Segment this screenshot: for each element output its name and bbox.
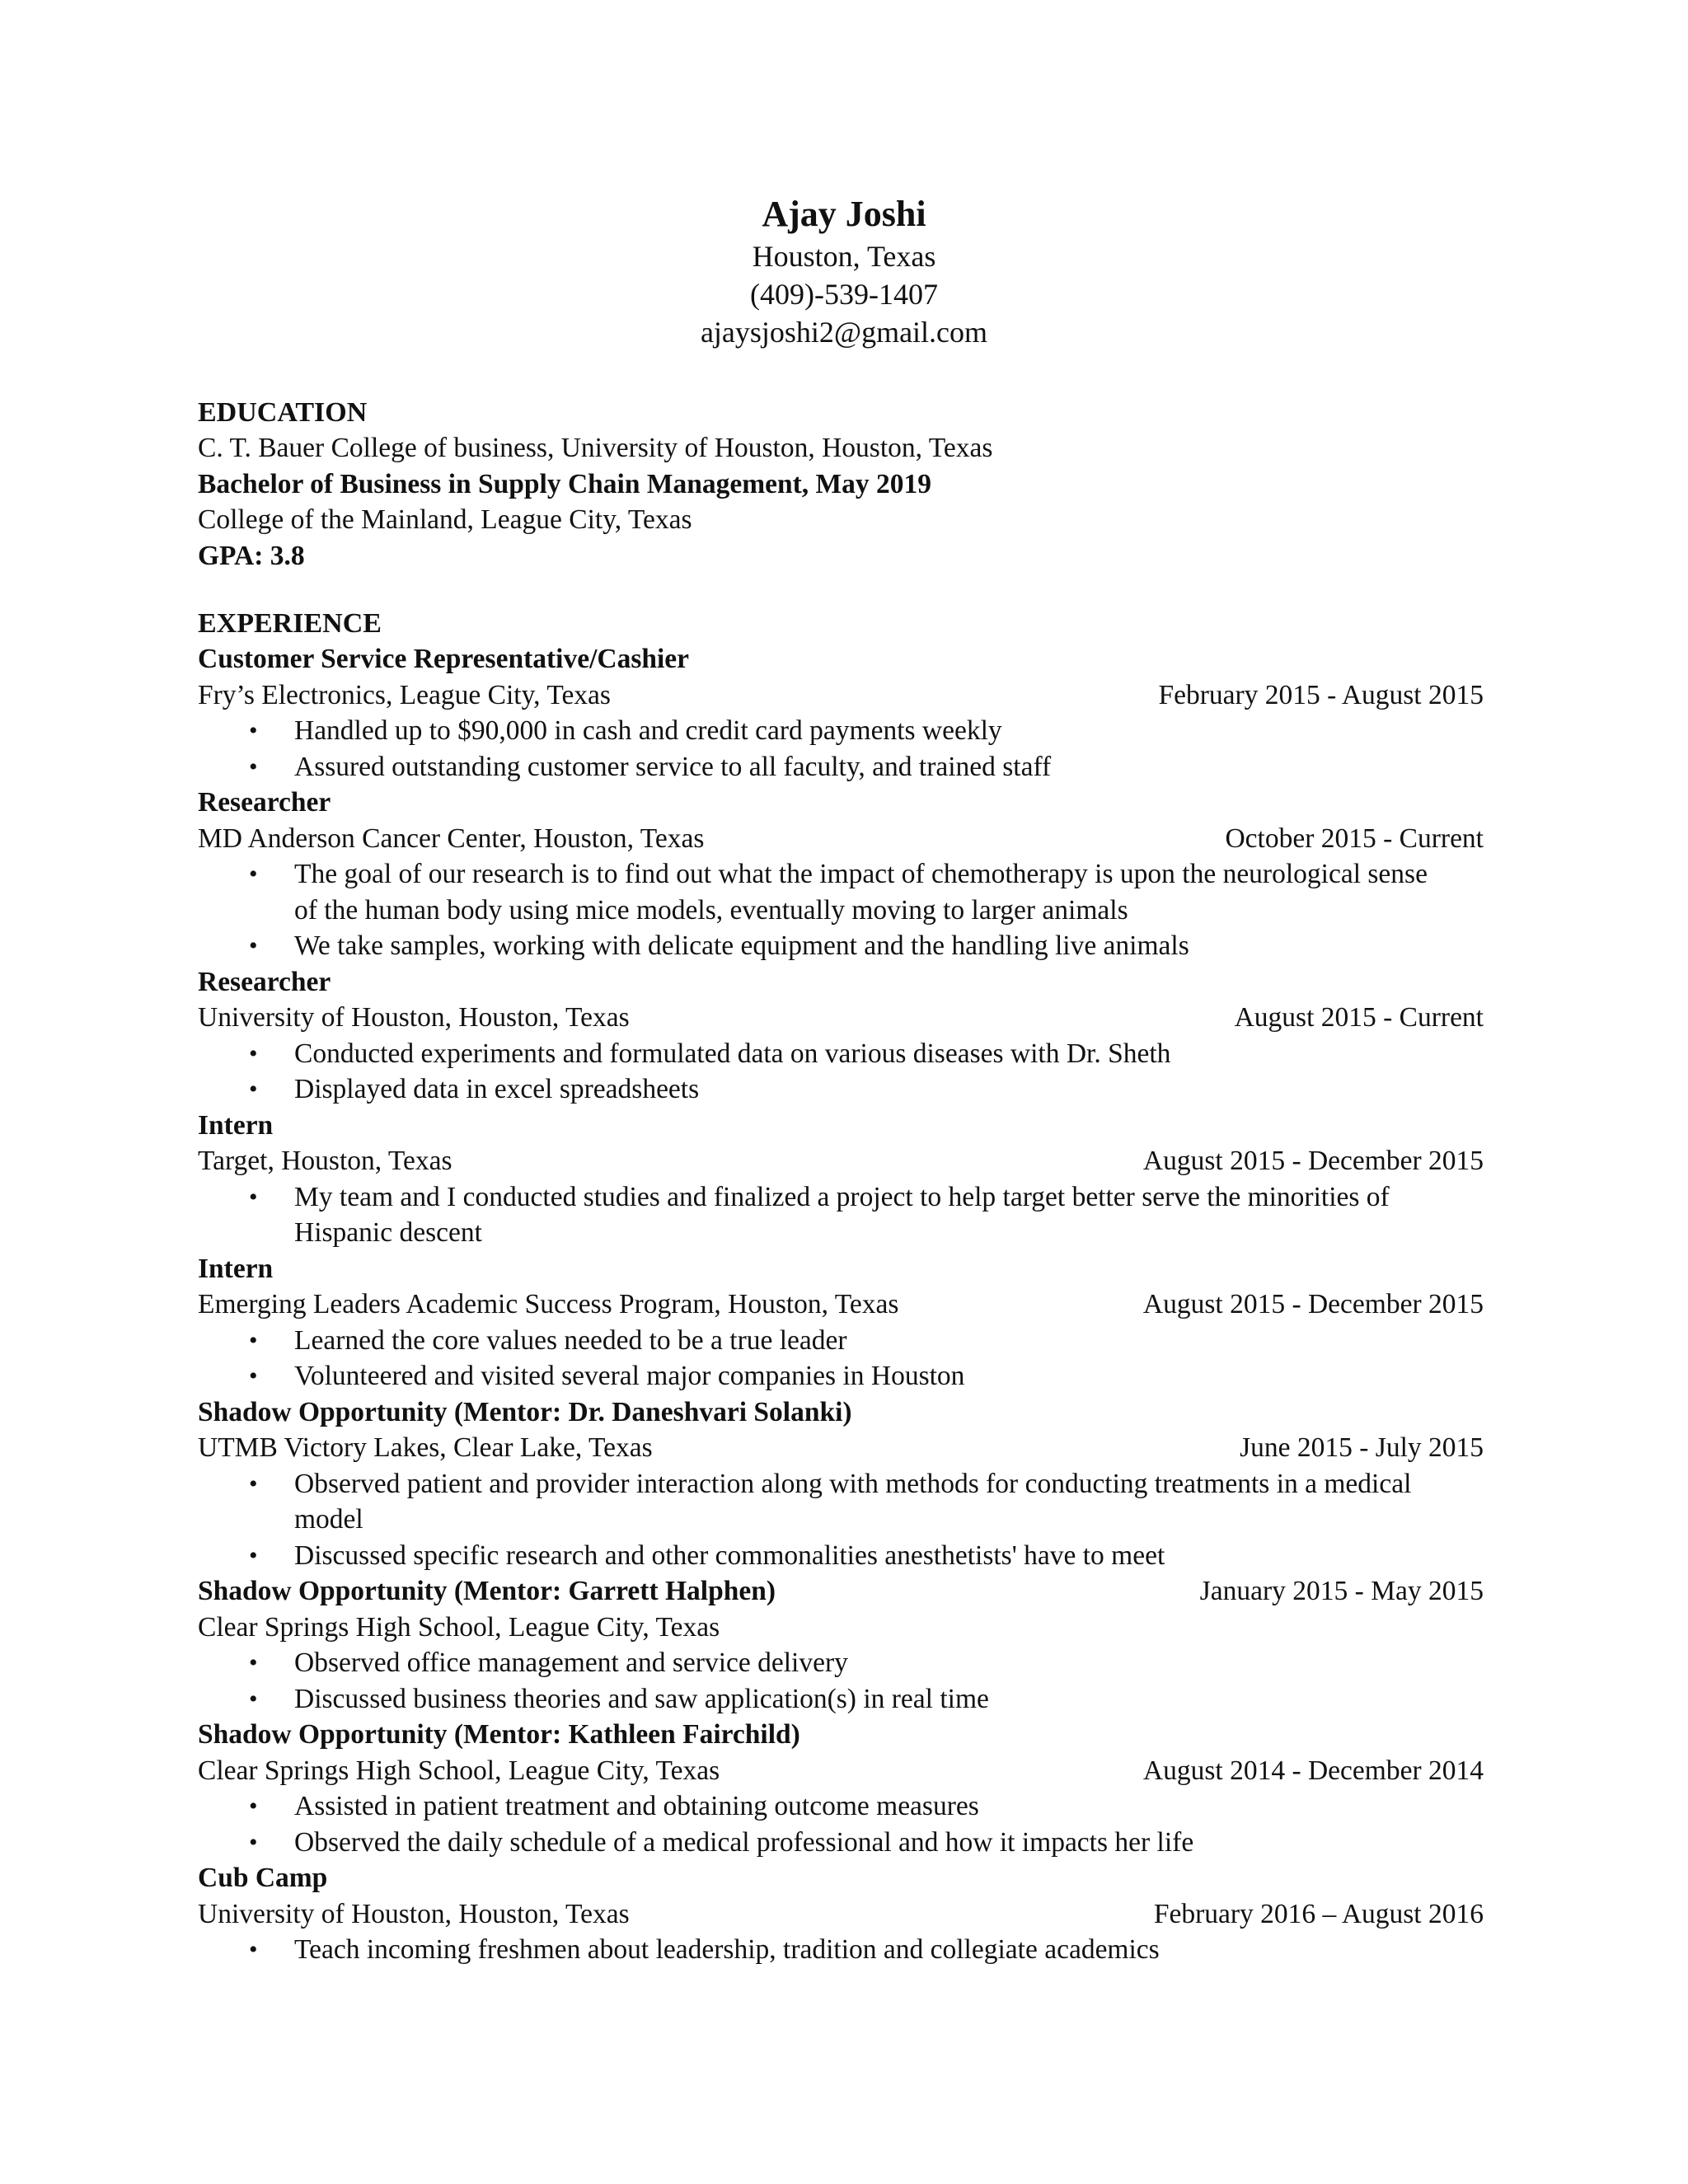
bullet-text: Observed patient and provider interaction along with methods for conducting treatments in a medical model bbox=[294, 1468, 1412, 1535]
education-heading: EDUCATION bbox=[198, 397, 368, 428]
resume-body bbox=[198, 396, 1484, 1968]
bullet-item bbox=[198, 1179, 1448, 1251]
bullet-icon: • bbox=[249, 1039, 258, 1067]
education-line: C. T. Bauer College of business, University of Houston, Houston, Texas bbox=[198, 433, 993, 463]
job-organization: University of Houston, Houston, Texas bbox=[198, 1898, 630, 1929]
job-dates: January 2015 - May 2015 bbox=[1199, 1576, 1484, 1606]
experience-section bbox=[198, 607, 1484, 1968]
bullet-text: Discussed specific research and other commonalities anesthetists' have to meet bbox=[294, 1540, 1165, 1571]
job-dates: February 2015 - August 2015 bbox=[1158, 679, 1484, 710]
bullet-icon: • bbox=[249, 1685, 258, 1713]
job-dates: August 2015 - December 2015 bbox=[1142, 1146, 1484, 1176]
bullet-text: Observed office management and service delivery bbox=[294, 1647, 848, 1678]
job-dates: June 2015 - July 2015 bbox=[1240, 1432, 1484, 1463]
bullet-item bbox=[198, 1932, 1448, 1968]
bullet-item bbox=[198, 1681, 1448, 1718]
bullet-item bbox=[198, 928, 1448, 964]
job-organization: Target, Houston, Texas bbox=[198, 1146, 452, 1176]
bullet-item bbox=[198, 1825, 1448, 1861]
bullet-item bbox=[198, 1036, 1448, 1072]
job-title: Customer Service Representative/Cashier bbox=[198, 644, 690, 674]
bullet-item bbox=[198, 856, 1448, 928]
bullet-item bbox=[198, 1538, 1448, 1574]
experience-entry bbox=[198, 641, 1484, 785]
bullet-text: We take samples, working with delicate equipment and the handling live animals bbox=[294, 930, 1189, 961]
job-title-line bbox=[198, 785, 1484, 821]
job-title-line bbox=[198, 1251, 1484, 1287]
candidate-location: Houston, Texas bbox=[752, 240, 936, 273]
experience-entry bbox=[198, 1394, 1484, 1574]
job-title: Intern bbox=[198, 1253, 274, 1284]
job-title: Shadow Opportunity (Mentor: Dr. Daneshvari Solanki) bbox=[198, 1396, 852, 1427]
bullet-icon: • bbox=[249, 1183, 258, 1211]
bullet-icon: • bbox=[249, 1469, 258, 1497]
job-org-line bbox=[198, 1143, 1484, 1179]
bullet-icon: • bbox=[249, 1362, 258, 1390]
job-org-line bbox=[198, 1610, 1484, 1646]
education-line: Bachelor of Business in Supply Chain Management, May 2019 bbox=[198, 468, 932, 499]
job-org-line bbox=[198, 1430, 1484, 1466]
job-bullets bbox=[198, 1645, 1484, 1717]
bullet-item bbox=[198, 1645, 1448, 1681]
job-org-line bbox=[198, 677, 1484, 714]
experience-entry bbox=[198, 1860, 1484, 1968]
job-dates: February 2016 – August 2016 bbox=[1153, 1898, 1484, 1929]
education-line: GPA: 3.8 bbox=[198, 540, 305, 571]
job-dates: August 2014 - December 2014 bbox=[1142, 1755, 1484, 1786]
bullet-icon: • bbox=[249, 860, 258, 888]
job-title-line bbox=[198, 1860, 1484, 1896]
candidate-phone: (409)-539-1407 bbox=[750, 278, 938, 311]
bullet-item bbox=[198, 749, 1448, 785]
bullet-text: Learned the core values needed to be a true leader bbox=[294, 1324, 847, 1356]
job-org-line bbox=[198, 821, 1484, 857]
job-bullets bbox=[198, 1036, 1484, 1108]
job-title: Cub Camp bbox=[198, 1863, 328, 1893]
bullet-text: Discussed business theories and saw application(s) in real time bbox=[294, 1683, 989, 1714]
job-org-line bbox=[198, 1896, 1484, 1933]
bullet-item bbox=[198, 713, 1448, 749]
job-title: Shadow Opportunity (Mentor: Garrett Halphen) bbox=[198, 1576, 776, 1606]
job-organization: Fry’s Electronics, League City, Texas bbox=[198, 679, 611, 710]
bullet-text: Teach incoming freshmen about leadership, tradition and collegiate academics bbox=[294, 1934, 1160, 1965]
job-title-line bbox=[198, 1717, 1484, 1753]
bullet-item bbox=[198, 1466, 1448, 1538]
bullet-item bbox=[198, 1358, 1448, 1394]
job-dates: October 2015 - Current bbox=[1225, 823, 1484, 854]
job-org-line bbox=[198, 1753, 1484, 1789]
bullet-icon: • bbox=[249, 1793, 258, 1820]
experience-entry bbox=[198, 1251, 1484, 1394]
bullet-icon: • bbox=[249, 752, 258, 780]
experience-entry bbox=[198, 1573, 1484, 1717]
job-org-line bbox=[198, 1000, 1484, 1036]
education-line: College of the Mainland, League City, Texas bbox=[198, 504, 692, 535]
experience-entry bbox=[198, 1108, 1484, 1251]
bullet-text: Assured outstanding customer service to all faculty, and trained staff bbox=[294, 751, 1052, 782]
bullet-icon: • bbox=[249, 1936, 258, 1963]
job-organization: UTMB Victory Lakes, Clear Lake, Texas bbox=[198, 1432, 653, 1463]
bullet-item bbox=[198, 1323, 1448, 1359]
bullet-icon: • bbox=[249, 1541, 258, 1569]
job-organization: University of Houston, Houston, Texas bbox=[198, 1002, 630, 1033]
bullet-text: My team and I conducted studies and finalized a project to help target better serve the minorities of Hispanic descent bbox=[294, 1181, 1390, 1248]
education-section bbox=[198, 396, 1484, 574]
job-dates: August 2015 - December 2015 bbox=[1142, 1289, 1484, 1319]
job-organization: MD Anderson Cancer Center, Houston, Texas bbox=[198, 823, 705, 854]
job-organization: Clear Springs High School, League City, Texas bbox=[198, 1755, 720, 1786]
bullet-icon: • bbox=[249, 1076, 258, 1103]
resume-header bbox=[0, 191, 1688, 351]
job-title-line bbox=[198, 641, 1484, 677]
job-org-line bbox=[198, 1286, 1484, 1323]
job-title-line bbox=[198, 1394, 1484, 1431]
bullet-icon: • bbox=[249, 1326, 258, 1354]
job-bullets bbox=[198, 1466, 1484, 1574]
bullet-text: The goal of our research is to find out what the impact of chemotherapy is upon the neurological sense of the human body using mice models, eventually moving to larger animals bbox=[294, 859, 1428, 926]
job-organization: Clear Springs High School, League City, Texas bbox=[198, 1611, 720, 1643]
bullet-item bbox=[198, 1788, 1448, 1825]
job-title-line bbox=[198, 1573, 1484, 1610]
bullet-item bbox=[198, 1071, 1448, 1108]
job-bullets bbox=[198, 713, 1484, 785]
bullet-icon: • bbox=[249, 932, 258, 959]
bullet-text: Handled up to $90,000 in cash and credit card payments weekly bbox=[294, 715, 1002, 746]
job-bullets bbox=[198, 1932, 1484, 1968]
bullet-icon: • bbox=[249, 717, 258, 744]
job-title: Researcher bbox=[198, 966, 331, 997]
bullet-icon: • bbox=[249, 1649, 258, 1676]
bullet-icon: • bbox=[249, 1828, 258, 1856]
experience-entry bbox=[198, 964, 1484, 1108]
job-title: Intern bbox=[198, 1109, 274, 1141]
bullet-text: Displayed data in excel spreadsheets bbox=[294, 1074, 700, 1104]
job-title-line bbox=[198, 964, 1484, 1001]
bullet-text: Volunteered and visited several major companies in Houston bbox=[294, 1361, 965, 1391]
job-bullets bbox=[198, 1323, 1484, 1394]
job-organization: Emerging Leaders Academic Success Program, Houston, Texas bbox=[198, 1289, 899, 1319]
bullet-text: Conducted experiments and formulated data on various diseases with Dr. Sheth bbox=[294, 1038, 1171, 1069]
experience-entry bbox=[198, 785, 1484, 964]
job-bullets bbox=[198, 1788, 1484, 1860]
job-title: Researcher bbox=[198, 787, 331, 818]
experience-entry bbox=[198, 1717, 1484, 1860]
experience-heading: EXPERIENCE bbox=[198, 608, 382, 639]
candidate-name: Ajay Joshi bbox=[762, 194, 926, 234]
job-dates: August 2015 - Current bbox=[1234, 1002, 1484, 1033]
job-title-line bbox=[198, 1108, 1484, 1144]
job-bullets bbox=[198, 1179, 1484, 1251]
bullet-text: Observed the daily schedule of a medical professional and how it impacts her life bbox=[294, 1826, 1194, 1858]
job-bullets bbox=[198, 856, 1484, 964]
candidate-email: ajaysjoshi2@gmail.com bbox=[700, 316, 988, 349]
job-title: Shadow Opportunity (Mentor: Kathleen Fairchild) bbox=[198, 1719, 800, 1750]
bullet-text: Assisted in patient treatment and obtaining outcome measures bbox=[294, 1791, 979, 1821]
